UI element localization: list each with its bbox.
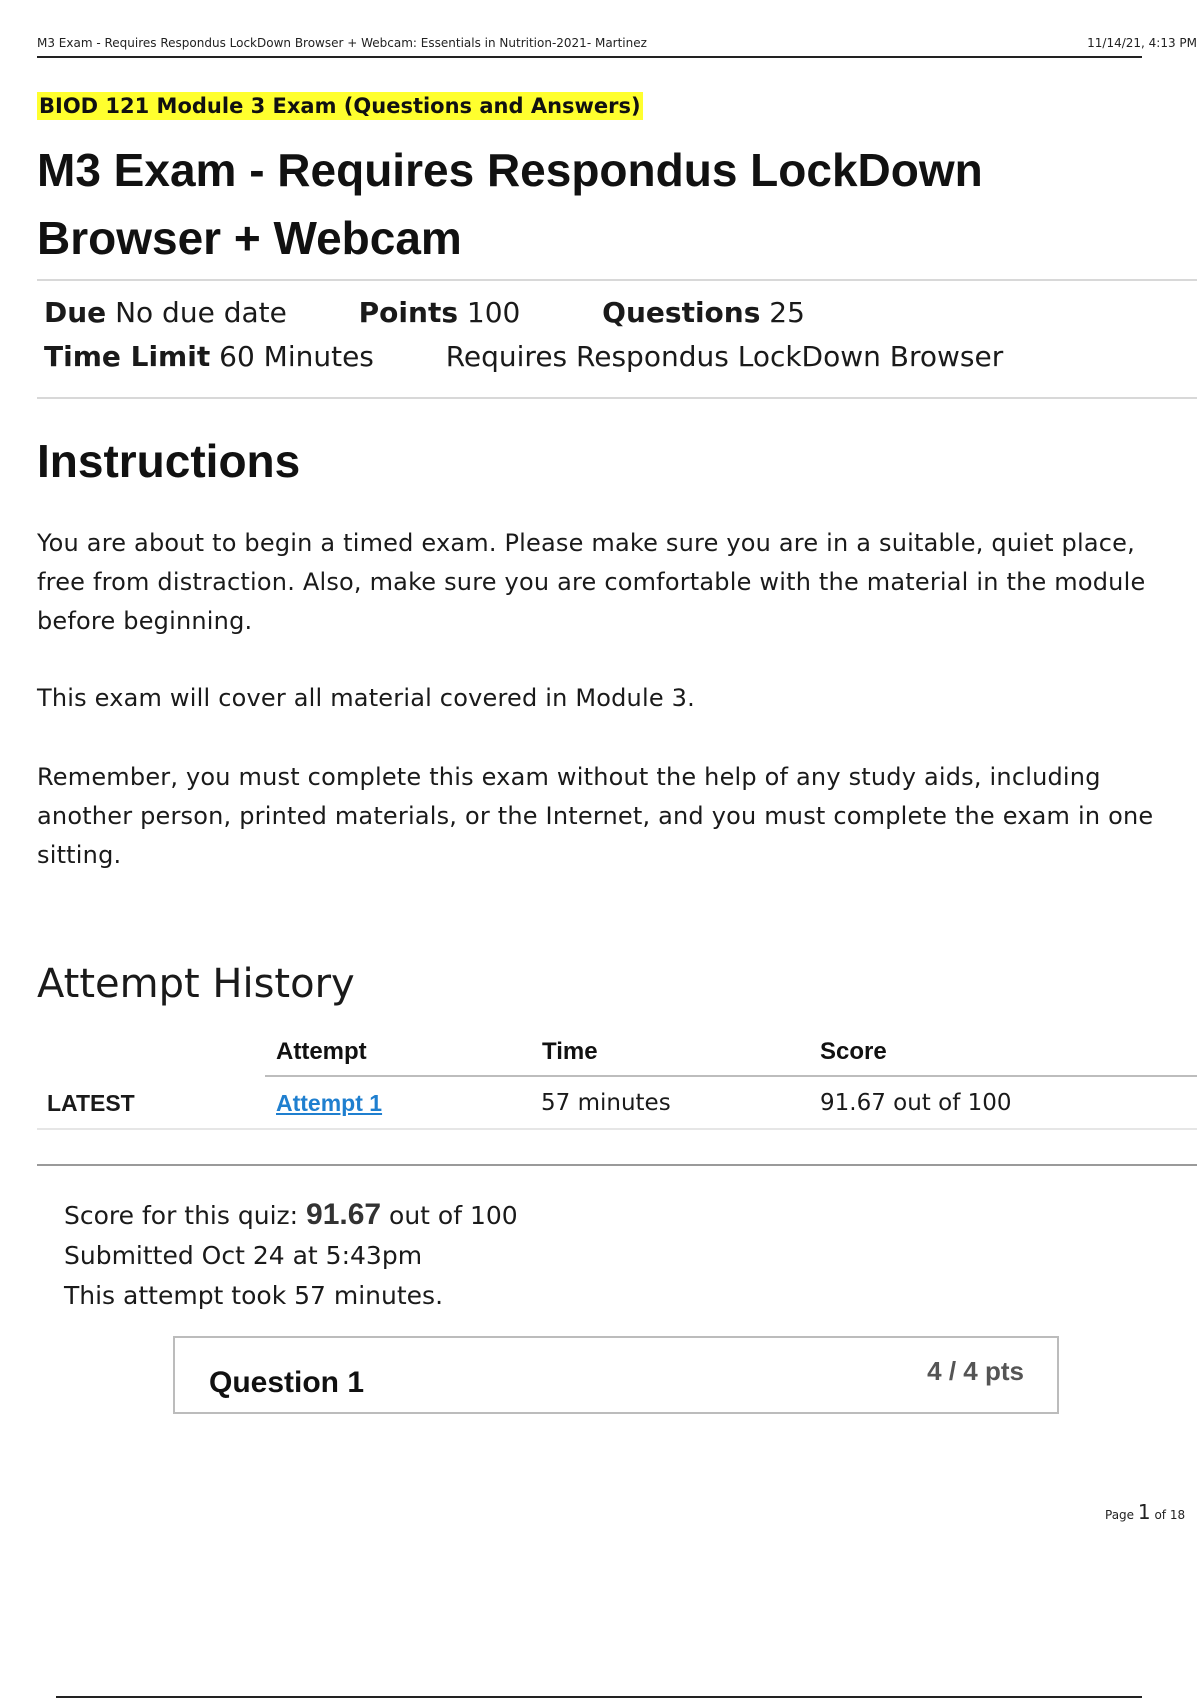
points-value: 100 [466,296,521,329]
page-bottom-divider [56,1696,1142,1698]
questions-label: Questions [602,296,761,329]
page-current: 1 [1137,1500,1151,1524]
due-value: No due date [115,296,287,329]
time-limit-value: 60 Minutes [219,340,374,373]
question-points: 4 / 4 pts [927,1356,1024,1386]
instructions-paragraph-2: This exam will cover all material covered in Module 3. [37,684,695,712]
attempt-1-link[interactable]: Attempt 1 [276,1090,383,1116]
due-label: Due [44,296,107,329]
attempt-cell [276,1090,382,1117]
score-suffix: out of 100 Submitted Oct 24 at 5:43pm [64,1201,518,1270]
column-header-score: Score [820,1038,887,1065]
score-cell: 91.67 out of 100 [820,1090,1012,1116]
instructions-paragraph-3: Remember, you must complete this exam without the help of any study aids, including another person, printed materials, or the Internet, and you must complete the exam in one sitting. [37,763,1154,869]
latest-label: LATEST [47,1090,135,1116]
instructions-heading: Instructions [37,435,301,487]
question-card [173,1336,1059,1414]
page-suffix: of 18 [1154,1508,1186,1522]
print-header-divider [37,56,1142,58]
score-prefix: Score for this quiz: [64,1201,307,1230]
lockdown-note: Requires Respondus LockDown Browser [445,340,1004,373]
column-header-time: Time [542,1038,598,1065]
print-header-timestamp: 11/14/21, 4:13 PM [1087,36,1197,50]
score-value: 91.67 [306,1198,382,1231]
print-header-title: M3 Exam - Requires Respondus LockDown Browser + Webcam: Essentials in Nutrition-2021- Martinez [37,36,647,50]
details-divider [37,397,1197,399]
highlighted-banner: BIOD 121 Module 3 Exam (Questions and Answers) [39,94,641,118]
page-prefix: Page [1105,1508,1135,1522]
score-summary [64,1195,524,1316]
page-title: M3 Exam - Requires Respondus LockDown Browser + Webcam [37,144,983,264]
quiz-details-row-2 [44,340,1003,373]
attempt-history-heading: Attempt History [37,961,355,1007]
question-title: Question 1 [209,1366,365,1399]
title-divider [37,279,1197,281]
instructions-paragraph-1: You are about to begin a timed exam. Please make sure you are in a suitable, quiet place, free from distraction. Also, make sure you are comfortable with the material in the module before beginning. [37,529,1146,635]
column-header-attempt: Attempt [276,1038,367,1065]
page-number [1105,1500,1185,1524]
time-limit-label: Time Limit [44,340,211,373]
attempt-duration: This attempt took 57 minutes. [64,1281,444,1310]
table-header-divider [265,1075,1197,1077]
questions-value: 25 [769,296,805,329]
points-label: Points [358,296,458,329]
quiz-details-row-1 [44,296,805,329]
time-cell: 57 minutes [541,1090,671,1116]
table-row-divider [37,1128,1197,1130]
attempt-section-divider [37,1164,1197,1166]
